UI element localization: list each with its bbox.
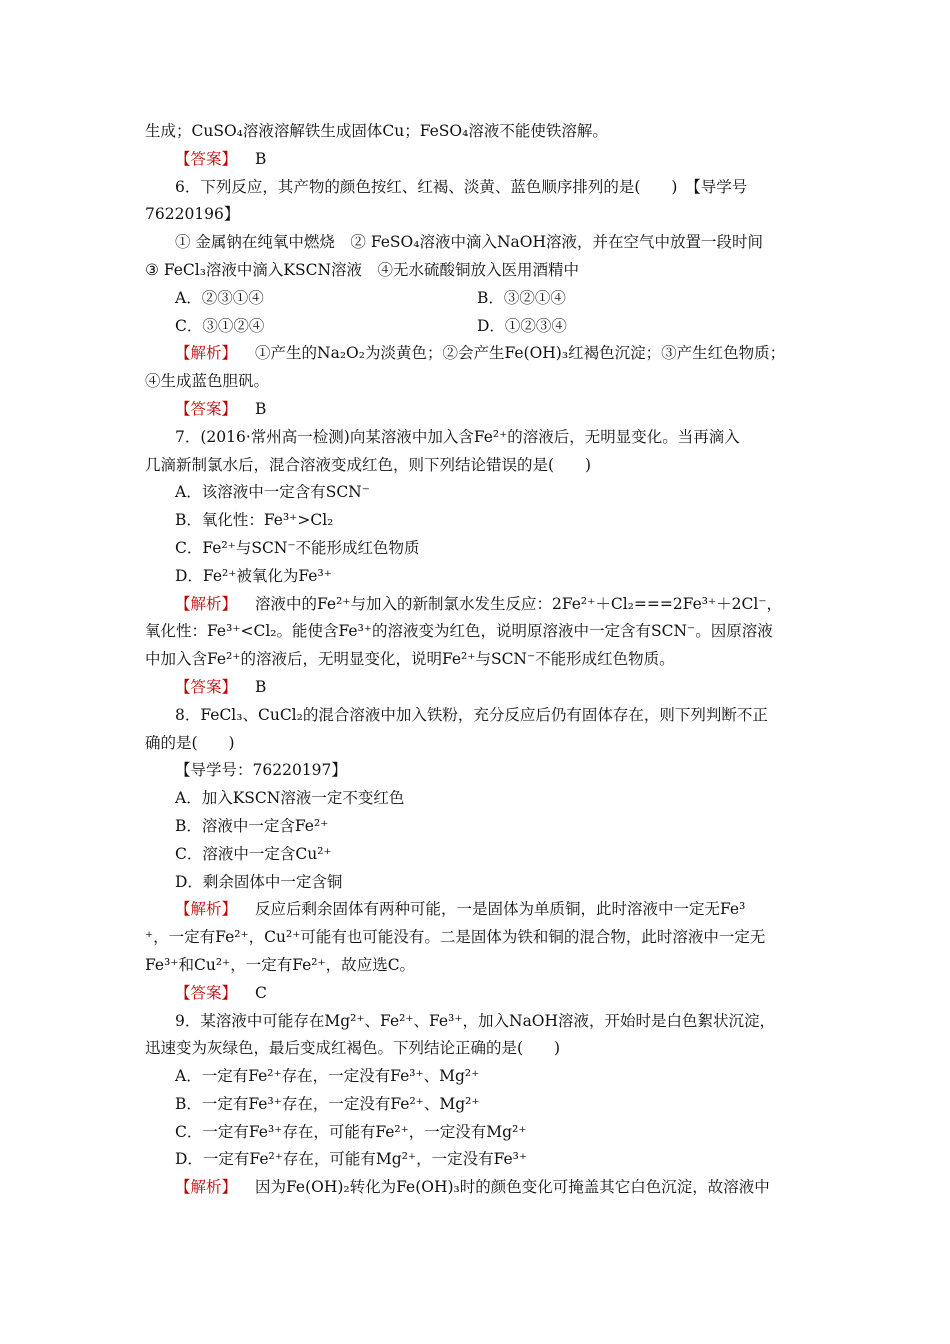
question-9-stem-cont: 迅速变为灰绿色，最后变成红褐色。下列结论正确的是( ) <box>145 1039 561 1058</box>
document-body <box>145 118 810 1202</box>
option-b: B．一定有Fe³⁺存在，一定没有Fe²⁺、Mg²⁺ <box>175 1094 480 1113</box>
question-6-options-row-1 <box>145 285 810 313</box>
option-d: D．一定有Fe²⁺存在，可能有Mg²⁺，一定没有Fe³⁺ <box>175 1150 528 1169</box>
analysis-label: 【解析】 <box>175 1178 238 1197</box>
option-a: A．一定有Fe²⁺存在，一定没有Fe³⁺、Mg²⁺ <box>175 1067 480 1086</box>
question-9-stem: 9．某溶液中可能存在Mg²⁺、Fe²⁺、Fe³⁺，加入NaOH溶液，开始时是白色絮状沉淀， <box>175 1011 776 1030</box>
option-b: B．溶液中一定含Fe²⁺ <box>175 816 329 835</box>
option-d: D．剩余固体中一定含铜 <box>175 872 343 891</box>
answer-line <box>145 980 810 1008</box>
analysis-line <box>145 340 810 368</box>
option-d: D．①②③④ <box>477 316 567 335</box>
option-a: A．②③①④ <box>175 288 264 307</box>
question-8-stem: 8．FeCl₃、CuCl₂的混合溶液中加入铁粉，充分反应后仍有固体存在，则下列判断不正 <box>175 705 768 724</box>
guide-number: 【导学号：76220197】 <box>175 761 347 780</box>
option-c: C．③①②④ <box>175 316 265 335</box>
option-d: D．Fe²⁺被氧化为Fe³⁺ <box>175 566 332 585</box>
analysis-label: 【解析】 <box>175 594 238 613</box>
analysis-line <box>145 896 810 924</box>
answer-label: 【答案】 <box>175 149 238 168</box>
answer-value: B <box>255 399 267 418</box>
question-6-options-row-2 <box>145 313 810 341</box>
analysis-label: 【解析】 <box>175 344 238 363</box>
answer-line <box>145 674 810 702</box>
answer-value: B <box>255 677 267 696</box>
option-b: B．③②①④ <box>477 288 566 307</box>
analysis-line <box>145 1174 810 1202</box>
question-6-stem: 6．下列反应，其产物的颜色按红、红褐、淡黄、蓝色顺序排列的是( ) 【导学号 <box>175 177 748 196</box>
analysis-text: ①产生的Na₂O₂为淡黄色；②会产生Fe(OH)₃红褐色沉淀；③产生红色物质； <box>255 344 786 363</box>
answer-value: B <box>255 149 267 168</box>
option-c: C．溶液中一定含Cu²⁺ <box>175 844 332 863</box>
question-6-items-cont: ③ FeCl₃溶液中滴入KSCN溶液 ④无水硫酸铜放入医用酒精中 <box>145 260 580 279</box>
analysis-cont: 中加入含Fe²⁺的溶液后，无明显变化，说明Fe²⁺与SCN⁻不能形成红色物质。 <box>145 650 675 669</box>
option-c: C．一定有Fe³⁺存在，可能有Fe²⁺，一定没有Mg²⁺ <box>175 1122 527 1141</box>
option-c: C．Fe²⁺与SCN⁻不能形成红色物质 <box>175 538 420 557</box>
analysis-label: 【解析】 <box>175 900 238 919</box>
answer-line <box>145 396 810 424</box>
analysis-cont: ⁺，一定有Fe²⁺，Cu²⁺可能有也可能没有。二是固体为铁和铜的混合物，此时溶液中一定无 <box>145 928 766 947</box>
analysis-cont: ④生成蓝色胆矾。 <box>145 372 270 391</box>
answer-value: C <box>255 983 267 1002</box>
analysis-text: 溶液中的Fe²⁺与加入的新制氯水发生反应：2Fe²⁺＋Cl₂===2Fe³⁺＋2Cl⁻， <box>255 594 783 613</box>
option-a: A．加入KSCN溶液一定不变红色 <box>175 789 405 808</box>
analysis-cont: Fe³⁺和Cu²⁺，一定有Fe²⁺，故应选C。 <box>145 955 416 974</box>
answer-label: 【答案】 <box>175 677 238 696</box>
answer-label: 【答案】 <box>175 983 238 1002</box>
option-a: A．该溶液中一定含有SCN⁻ <box>175 483 370 502</box>
answer-label: 【答案】 <box>175 399 238 418</box>
analysis-text: 因为Fe(OH)₂转化为Fe(OH)₃时的颜色变化可掩盖其它白色沉淀，故溶液中 <box>255 1178 770 1197</box>
analysis-text: 反应后剩余固体有两种可能，一是固体为单质铜，此时溶液中一定无Fe³ <box>255 900 746 919</box>
question-6-items: ① 金属钠在纯氧中燃烧 ② FeSO₄溶液中滴入NaOH溶液，并在空气中放置一段时间 <box>175 233 764 252</box>
answer-line <box>145 146 810 174</box>
text-line: 生成；CuSO₄溶液溶解铁生成固体Cu；FeSO₄溶液不能使铁溶解。 <box>145 122 608 140</box>
analysis-line <box>145 591 810 619</box>
question-8-stem-cont: 确的是( ) <box>145 733 235 752</box>
analysis-cont: 氧化性：Fe³⁺<Cl₂。能使含Fe³⁺的溶液变为红色，说明原溶液中一定含有SCN⁻。因原溶液 <box>145 622 773 641</box>
option-b: B．氧化性：Fe³⁺>Cl₂ <box>175 511 334 530</box>
question-7-stem: 7．(2016·常州高一检测)向某溶液中加入含Fe²⁺的溶液后，无明显变化。当再滴入 <box>175 427 740 446</box>
question-6-stem-cont: 76220196】 <box>145 205 240 224</box>
question-7-stem-cont: 几滴新制氯水后，混合溶液变成红色，则下列结论错误的是( ) <box>145 455 592 474</box>
